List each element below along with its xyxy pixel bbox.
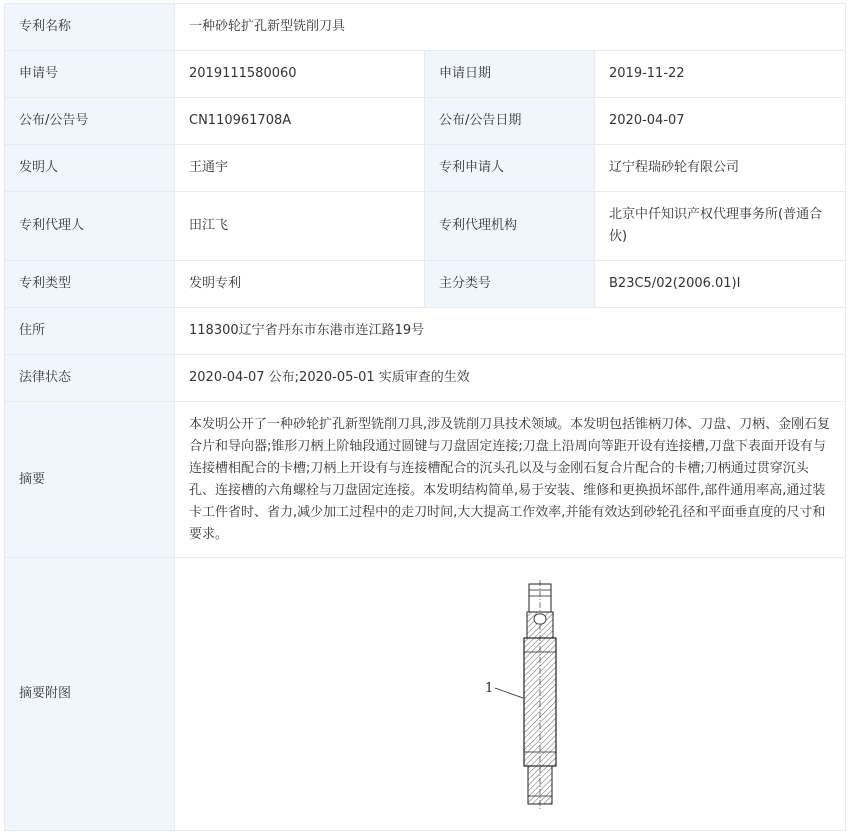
value-abstract: 本发明公开了一种砂轮扩孔新型铣削刀具,涉及铣削刀具技术领域。本发明包括锥柄刀体、刀盘、刀柄、金刚石复合片和导向器;锥形刀柄上阶轴段通过圆键与刀盘固定连接;刀盘上沿周向等距开设有连接槽,刀盘下表面开设有与连接槽相配合的卡槽;刀柄上开设有与连接槽配合的沉头孔以及与金刚石复合片配合的卡槽;刀柄通过贯穿沉头孔、连接槽的六角螺栓与刀盘固定连接。本发明结构简单,易于安装、维修和更换损坏部件,部件通用率高,通过装卡工件省时、省力,减少加工过程中的走刀时间,大大提高工作效率,并能有效达到砂轮孔径和平面垂直度的尺寸和要求。 [175,402,846,558]
row-agent [5,192,846,261]
patent-info-table [4,3,846,831]
label-application-date: 申请日期 [425,51,595,98]
row-patent-name [5,4,846,51]
value-main-class: B23C5/02(2006.01)I [595,261,846,308]
row-abstract-figure [5,558,846,831]
value-agency: 北京中仟知识产权代理事务所(普通合伙) [595,192,846,261]
label-application-no: 申请号 [5,51,175,98]
value-patent-type: 发明专利 [175,261,425,308]
value-application-date: 2019-11-22 [595,51,846,98]
value-publication-date: 2020-04-07 [595,98,846,145]
value-inventor: 王通宇 [175,145,425,192]
label-agent: 专利代理人 [5,192,175,261]
row-abstract [5,402,846,558]
tool-body [524,638,556,766]
row-type [5,261,846,308]
row-legal-status [5,355,846,402]
label-main-class: 主分类号 [425,261,595,308]
row-inventor [5,145,846,192]
applicant-link[interactable]: 辽宁程瑞砂轮有限公司 [595,145,846,192]
label-address: 住所 [5,308,175,355]
row-application [5,51,846,98]
label-agency: 专利代理机构 [425,192,595,261]
label-applicant: 专利申请人 [425,145,595,192]
row-address [5,308,846,355]
shank-bottom [528,766,552,804]
label-legal-status: 法律状态 [5,355,175,402]
label-abstract: 摘要 [5,402,175,558]
value-publication-no: CN110961708A [175,98,425,145]
value-address: 118300辽宁省丹东市东港市连江路19号 [175,308,846,355]
label-publication-date: 公布/公告日期 [425,98,595,145]
label-abstract-figure: 摘要附图 [5,558,175,831]
callout-label: 1 [485,681,494,696]
row-publication [5,98,846,145]
label-patent-name: 专利名称 [5,4,175,51]
abstract-figure-cell [175,558,846,831]
value-patent-name: 一种砂轮扩孔新型铣削刀具 [175,4,846,51]
value-agent: 田江飞 [175,192,425,261]
value-legal-status: 2020-04-07 公布;2020-05-01 实质审查的生效 [175,355,846,402]
label-publication-no: 公布/公告号 [5,98,175,145]
abstract-figure-drawing [479,574,599,814]
callout-leader [495,688,523,698]
value-application-no: 2019111580060 [175,51,425,98]
label-inventor: 发明人 [5,145,175,192]
label-patent-type: 专利类型 [5,261,175,308]
